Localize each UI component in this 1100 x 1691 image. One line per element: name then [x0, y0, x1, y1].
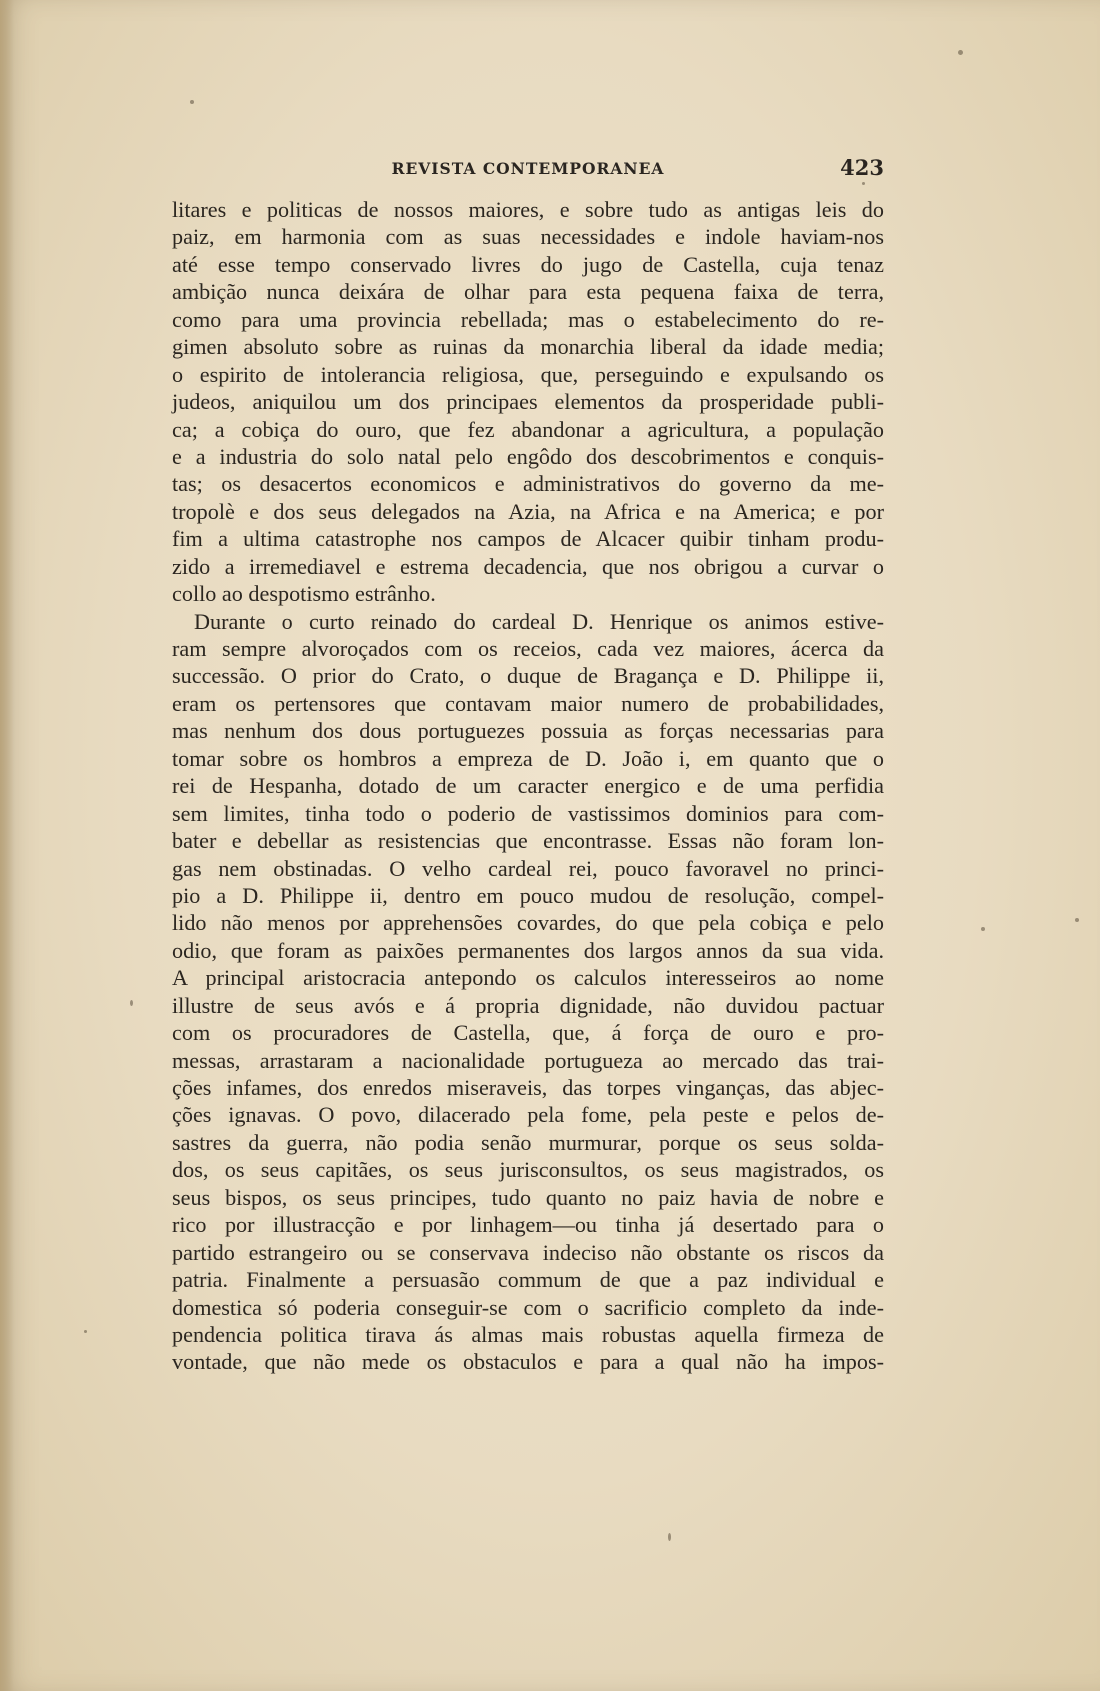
- text-line: ambição nunca deixára de olhar para esta pequena faixa de terra,: [172, 279, 884, 305]
- text-line: como para uma provincia rebellada; mas o estabelecimento do re-: [172, 306, 884, 332]
- text-line: patria. Finalmente a persuasão commum de que a paz individual e: [172, 1267, 884, 1293]
- text-line: sastres da guerra, não podia senão murmurar, porque os seus solda-: [172, 1129, 884, 1155]
- paper-speck: [84, 1330, 87, 1333]
- running-header: [172, 157, 884, 181]
- text-line: pio a D. Philippe ii, dentro em pouco mudou de resolução, compel-: [172, 882, 884, 908]
- text-line: ções infames, dos enredos miseraveis, das torpes vinganças, das abjec-: [172, 1075, 884, 1100]
- text-line: dos, os seus capitães, os seus jurisconsultos, os seus magistrados, os: [172, 1157, 884, 1183]
- text-line: messas, arrastaram a nacionalidade portugueza ao mercado das trai-: [172, 1047, 884, 1073]
- text-line: fim a ultima catastrophe nos campos de Alcacer quibir tinham produ-: [172, 526, 884, 552]
- text-line: sem limites, tinha todo o poderio de vastissimos dominios para com-: [172, 800, 884, 826]
- paper-speck: [862, 182, 865, 185]
- text-line: litares e politicas de nossos maiores, e sobre tudo as antigas leis do: [172, 197, 884, 222]
- text-line: bater e debellar as resistencias que encontrasse. Essas não foram lon-: [172, 828, 884, 854]
- text-line: illustre de seus avós e á propria dignidade, não duvidou pactuar: [172, 992, 884, 1018]
- text-line: e a industria do solo natal pelo engôdo dos descobrimentos e conquis-: [172, 443, 884, 469]
- text-line: ções ignavas. O povo, dilacerado pela fome, pela peste e pelos de-: [172, 1102, 884, 1128]
- text-line: A principal aristocracia antepondo os calculos interesseiros ao nome: [172, 965, 884, 991]
- page-gutter-shadow: [0, 0, 14, 1691]
- text-line: com os procuradores de Castella, que, á força de ouro e pro-: [172, 1020, 884, 1046]
- text-line: partido estrangeiro ou se conservava indeciso não obstante os riscos da: [172, 1239, 884, 1265]
- text-line: zido a irremediavel e estrema decadencia, que nos obrigou a curvar o: [172, 553, 884, 579]
- text-line: rico por illustracção e por linhagem—ou tinha já desertado para o: [172, 1212, 884, 1238]
- text-line: tropolè e dos seus delegados na Azia, na Africa e na America; e por: [172, 498, 884, 524]
- text-line: gimen absoluto sobre as ruinas da monarchia liberal da idade media;: [172, 334, 884, 360]
- text-line: successão. O prior do Crato, o duque de Bragança e D. Philippe ii,: [172, 663, 884, 689]
- paper-speck: [958, 50, 963, 55]
- text-line: rei de Hespanha, dotado de um caracter energico e de uma perfidia: [172, 773, 884, 799]
- text-line: tas; os desacertos economicos e administrativos do governo da me-: [172, 471, 884, 497]
- text-line: seus bispos, os seus principes, tudo quanto no paiz havia de nobre e: [172, 1184, 884, 1210]
- text-line: o espirito de intolerancia religiosa, que, perseguindo e expulsando os: [172, 361, 884, 387]
- text-line: até esse tempo conservado livres do jugo de Castella, cuja tenaz: [172, 251, 884, 277]
- journal-title: REVISTA CONTEMPORANEA: [391, 159, 665, 178]
- text-line: ram sempre alvoroçados com os receios, cada vez maiores, ácerca da: [172, 636, 884, 661]
- text-line: domestica só poderia conseguir-se com o sacrificio completo da inde-: [172, 1294, 884, 1320]
- text-line: lido não menos por apprehensões covardes, do que pela cobiça e pelo: [172, 910, 884, 936]
- body-text: [172, 196, 884, 1376]
- text-line: mas nenhum dos dous portuguezes possuia as forças necessarias para: [172, 718, 884, 744]
- text-line: odio, que foram as paixões permanentes dos largos annos da sua vida.: [172, 937, 884, 963]
- text-line: pendencia politica tirava ás almas mais robustas aquella firmeza de: [172, 1321, 884, 1347]
- text-line: gas nem obstinadas. O velho cardeal rei, pouco favoravel no princi-: [172, 855, 884, 881]
- paragraph-end-line: collo ao despotismo estrânho.: [172, 581, 436, 607]
- text-line: judeos, aniquilou um dos principaes elementos da prosperidade publi-: [172, 389, 884, 415]
- paper-speck: [190, 100, 194, 104]
- page-number: 423: [840, 155, 884, 180]
- paper-speck: [981, 927, 985, 931]
- text-line: paiz, em harmonia com as suas necessidades e indole haviam-nos: [172, 224, 884, 250]
- paper-speck: [668, 1533, 671, 1541]
- paper-speck: [1075, 918, 1079, 922]
- text-line: tomar sobre os hombros a empreza de D. João i, em quanto que o: [172, 745, 884, 771]
- text-line: vontade, que não mede os obstaculos e para a qual não ha impos-: [172, 1349, 884, 1375]
- paragraph-start-line: Durante o curto reinado do cardeal D. Henrique os animos estive-: [194, 608, 884, 634]
- paper-speck: [130, 1000, 133, 1006]
- text-line: ca; a cobiça do ouro, que fez abandonar a agricultura, a população: [172, 416, 884, 442]
- text-line: eram os pertensores que contavam maior numero de probabilidades,: [172, 690, 884, 716]
